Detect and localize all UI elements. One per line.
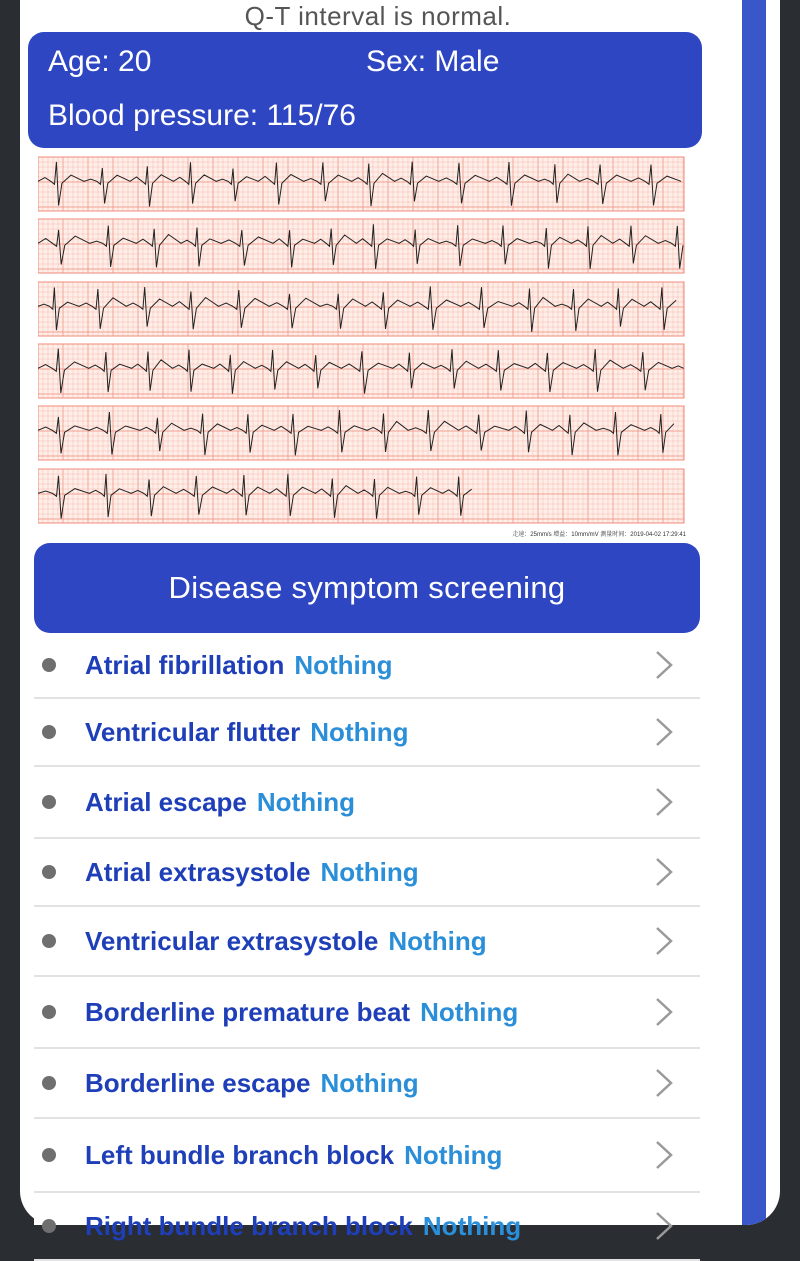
- condition-name: [85, 1140, 502, 1171]
- screening-list-item[interactable]: [34, 1049, 700, 1119]
- patient-info-card: [28, 32, 702, 148]
- condition-label: Atrial fibrillation: [85, 649, 285, 680]
- condition-label: Left bundle branch block: [85, 1139, 395, 1170]
- condition-name: [85, 787, 355, 818]
- chevron-right-icon[interactable]: [654, 717, 674, 747]
- ecg-strip: [38, 406, 684, 460]
- ecg-metadata: 走速：25mm/s 增益：10mm/mV 测量时间：2019-04-02 17:29:41: [512, 532, 686, 538]
- screening-list-item[interactable]: [34, 907, 700, 977]
- bullet-dot-icon: [42, 1005, 56, 1019]
- right-accent-band: [742, 0, 766, 1225]
- condition-status: Nothing: [256, 786, 356, 817]
- screening-list-item[interactable]: [34, 699, 700, 767]
- bullet-dot-icon: [42, 865, 56, 879]
- condition-label: Ventricular flutter: [85, 716, 301, 747]
- bullet-dot-icon: [42, 1076, 56, 1090]
- ecg-waveform-image: [38, 152, 686, 540]
- bullet-dot-icon: [42, 934, 56, 948]
- blood-pressure-label: Blood pressure: 115/76: [48, 99, 356, 132]
- bullet-dot-icon: [42, 1219, 56, 1233]
- ecg-strip: [38, 219, 684, 273]
- condition-label: Borderline escape: [85, 1067, 311, 1098]
- condition-name: [85, 997, 518, 1028]
- condition-label: Right bundle branch block: [85, 1210, 413, 1241]
- chevron-right-icon[interactable]: [654, 926, 674, 956]
- ecg-strip: [38, 282, 684, 336]
- condition-name: [85, 857, 419, 888]
- condition-label: Ventricular extrasystole: [85, 925, 379, 956]
- condition-status: Nothing: [420, 996, 519, 1027]
- ecg-chart: [38, 152, 686, 540]
- condition-status: Nothing: [422, 1210, 522, 1241]
- ecg-strip: [38, 344, 684, 398]
- chevron-right-icon[interactable]: [654, 997, 674, 1027]
- condition-label: Atrial extrasystole: [85, 856, 311, 887]
- condition-status: Nothing: [294, 649, 393, 680]
- condition-status: Nothing: [310, 716, 409, 747]
- condition-label: Atrial escape: [85, 786, 247, 817]
- condition-label: Borderline premature beat: [85, 996, 411, 1027]
- bullet-dot-icon: [42, 725, 56, 739]
- chevron-right-icon[interactable]: [654, 1068, 674, 1098]
- screening-list-item[interactable]: [34, 1119, 700, 1193]
- chevron-right-icon[interactable]: [654, 1140, 674, 1170]
- age-label: Age: 20: [48, 45, 152, 78]
- bullet-dot-icon: [42, 795, 56, 809]
- ecg-strip: [38, 157, 684, 211]
- condition-name: [85, 926, 487, 957]
- bullet-dot-icon: [42, 658, 56, 672]
- condition-name: [85, 717, 408, 748]
- qt-interval-text: Q-T interval is normal.: [244, 1, 512, 31]
- condition-status: Nothing: [388, 925, 487, 956]
- condition-status: Nothing: [320, 856, 419, 887]
- sex-label: Sex: Male: [366, 45, 500, 78]
- screening-list-item[interactable]: [34, 633, 700, 699]
- condition-status: Nothing: [320, 1067, 419, 1098]
- chevron-right-icon[interactable]: [654, 857, 674, 887]
- bullet-dot-icon: [42, 1148, 56, 1162]
- ecg-strip: [38, 469, 684, 523]
- chevron-right-icon[interactable]: [654, 650, 674, 680]
- screening-list-item[interactable]: [34, 839, 700, 907]
- screening-list-item[interactable]: [34, 767, 700, 839]
- screening-list-item[interactable]: [34, 1193, 700, 1261]
- chevron-right-icon[interactable]: [654, 1211, 674, 1241]
- condition-name: [85, 1211, 521, 1242]
- disease-screening-header[interactable]: Disease symptom screening: [34, 543, 700, 633]
- screening-list-item[interactable]: [34, 977, 700, 1049]
- condition-name: [85, 650, 393, 681]
- condition-name: [85, 1068, 419, 1099]
- condition-status: Nothing: [404, 1139, 503, 1170]
- screening-list: [34, 633, 700, 1261]
- chevron-right-icon[interactable]: [654, 787, 674, 817]
